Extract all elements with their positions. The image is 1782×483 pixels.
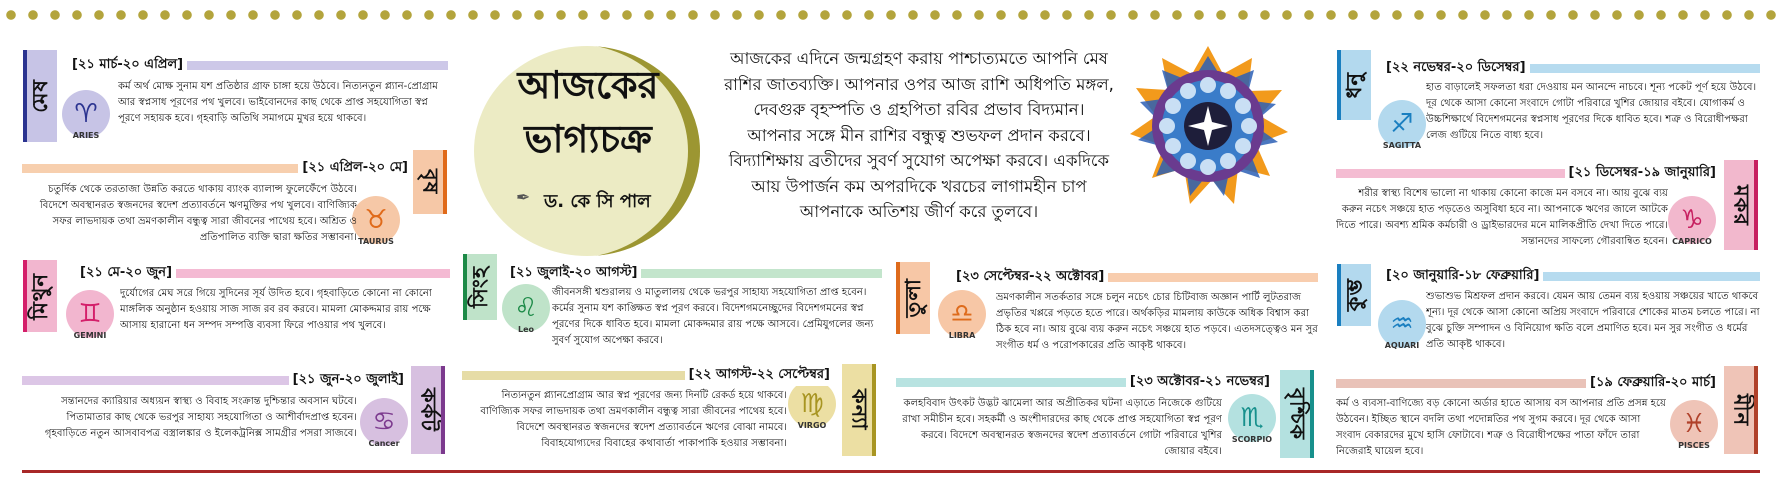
sagittarius-archer-icon: ♐ SAGITTA <box>1378 100 1426 148</box>
author-name: ড. কে সি পাল <box>544 191 651 212</box>
sign-forecast: হাত বাড়ালেই সফলতা ধরা দেওয়ায় মন আনন্দে নাচবে। শূন্য পকেট পূর্ণ হয়ে উঠবে। দূর থেকে আসা কোনো সংবাদে গোটা পরিবারে খুশির জোয়ার বইবে। যোগাকর্ম ও উচ্চশিক্ষার্থে বিদেশগমনের স্বপ্নসাধ পূরণের দিকে ধাবিত হবে। শত্রু ও বিরোধীপক্ষরা লেজ গুটিয়ে নিতে বাধ্য হবে। <box>1426 82 1757 141</box>
virgo-maiden-icon: ♍ VIRGO <box>788 380 836 428</box>
sign-forecast: শরীর স্বাস্থ্য বিশেষ ভালো না থাকায় কোনো কাজে মন বসবে না। আয় বুঝে ব্যয় করুন নচেৎ সঞ্চয়ে হাত পড়তেও অসুবিধা হবে না। আপনাকে ঋণের জালে আটকে দিতে পারে। অবশ্য শ্রমিক কর্মচারী ও ড্রাইভারদের মনে মালিকপ্রীতি দেখা দিতে পারে। সন্তানদের সাফল্যে গৌরবান্বিত হবেন। <box>1336 188 1668 247</box>
sign-dates: [২২ আগস্ট-২২ সেপ্টেম্বর] <box>685 365 834 386</box>
sign-name-tab: সিংহ <box>463 254 497 320</box>
dotted-border <box>0 8 1782 22</box>
sign-tab-stripe <box>896 262 900 334</box>
sign-name-tab: মিথুন <box>23 260 57 332</box>
aries-ram-icon: ♈ ARIES <box>62 90 110 138</box>
date-bar <box>176 269 450 278</box>
sign-dates: [১৯ ফেব্রুয়ারি-২০ মার্চ] <box>1586 373 1720 394</box>
sign-tab-stripe <box>463 254 467 320</box>
sign-tab-stripe <box>1337 264 1341 326</box>
date-bar <box>462 371 685 380</box>
sign-dates: [২২ নভেম্বর-২০ ডিসেম্বর] <box>1382 58 1530 79</box>
intro-paragraph: আজকের এদিনে জন্মগ্রহণ করায় পাশ্চাত্যমতে আপনি মেষ রাশির জাতব্যক্তি। আপনার ওপর আজ রাশি অধিপতি মঙ্গল, দেবগুরু বৃহস্পতি ও গ্রহপিতা রবির প্রভাব বিদ্যমান। আপনার সঙ্গে মীন রাশির বন্ধুত্ব শুভফল প্রদান করবে। বিদ্যাশিক্ষায় ব্রতীদের সুবর্ণ সুযোগ অপেক্ষা করবে। একদিকে আয় উপার্জন কম অপরদিকে খরচের লাগামহীন চাপ আপনাকে অতিশয় জীর্ণ করে তুলবে। <box>724 49 1114 221</box>
sign-dates: [২১ ডিসেম্বর-১৯ জানুয়ারি] <box>1565 163 1720 184</box>
sign-dates: [২৩ সেপ্টেম্বর-২২ অক্টোবর] <box>952 267 1108 288</box>
libra-scales-icon: ♎ LIBRA <box>938 290 986 338</box>
cancer-crab-icon: ♋ Cancer <box>360 398 408 446</box>
sign-name-tab: মেষ <box>23 50 57 142</box>
date-bar <box>22 164 298 173</box>
date-bar <box>22 376 289 385</box>
sign-tab-stripe <box>1310 370 1314 458</box>
taurus-bull-icon: ♉ TAURUS <box>352 196 400 244</box>
sign-forecast: চতুর্দিক থেকে তরতাজা উন্নতি করতে থাকায় ব্যাংক ব্যালান্স ফুলেফেঁপে উঠবে। বিদেশে অবস্থানরত স্বজনদের স্বদেশ প্রত্যাবর্তনে ঋণমুক্তির পথ খুলবে। বাণিজ্যিক সফর লাভদায়ক তথা ভ্রমণকালীন বন্ধুত্ব সারা জীবনের পাথেয় হবে। অশ্রিত ও প্রতিপালিত ব্যক্তি দ্বারা ক্ষতির সম্ভাবনা। <box>39 184 357 243</box>
sign-forecast: শুভাশুভ মিশ্রফল প্রদান করবে। যেমন আয় তেমন ব্যয় হওয়ায় সঞ্চয়ের খাতে থাকবে শূন্য। দূর থেকে আসা কোনো অপ্রিয় সংবাদে পরিবারে শোকের মাতম চলতে পারে। না বুঝে চুক্তি সম্পাদন ও বিনিয়োগ ক্ষতি বলে প্রমাণিত হবে। মন সুর সংগীত ও ধর্মের প্রতি আকৃষ্ট থাকবে। <box>1426 291 1760 350</box>
pen-nib-icon: ✒ <box>516 188 531 208</box>
sign-tab-stripe <box>872 364 876 456</box>
sign-dates: [২১ জুন-২০ জুলাই] <box>289 370 408 391</box>
sign-tab-stripe <box>23 260 27 332</box>
sign-dates: [২১ জুলাই-২০ আগস্ট] <box>506 263 641 284</box>
sign-name-tab: মকর <box>1724 160 1758 250</box>
sign-name-tab: কন্যা <box>842 364 876 456</box>
sign-name-tab: মীন <box>1724 366 1758 454</box>
sign-forecast: নিত্যনতুন প্ল্যানপ্রোগ্রাম আর স্বপ্ন পূরণের জন্য দিনটি রেকর্ড হয়ে থাকবে। বাণিজ্যিক সফর লাভদায়ক তথা ভ্রমণকালীন বন্ধুত্ব সারা জীবনের পাথেয় হবে। বিদেশে অবস্থানরত স্বজনদের স্বদেশ প্রত্যাবর্তনে ঋণের বোঝা নামবে। বিবাহযোগ্যদের বিবাহের কথাবার্তা পাকাপাকি হওয়ার সম্ভাবনা। <box>480 390 787 449</box>
sign-tab-stripe <box>443 150 447 214</box>
sign-dates: [২৩ অক্টোবর-২১ নভেম্বর] <box>1126 372 1274 393</box>
sign-forecast: ভ্রমণকালীন সতর্কতার সঙ্গে চলুন নচেৎ চোর চিটিবাজ অজ্ঞান পার্টি লুটতরাজ প্রভৃতির খপ্পরে পড়তে হতে পারে। অর্থকড়ির মামলায় কাউকে অধিক বিশ্বাস করা ঠিক হবে না। আয় বুঝে ব্যয় করুন নচেৎ সঞ্চয়ে হাত পড়বে। এতদসত্ত্বেও মন সুর সংগীত ধর্ম ও পরোপকারের প্রতি আকৃষ্ট থাকবে। <box>996 292 1318 351</box>
leo-lion-icon: ♌ Leo <box>502 284 550 332</box>
sign-forecast: দুর্যোগের মেঘ সরে গিয়ে সুদিনের সূর্য উদিত হবে। গৃহবাড়িতে কোনো না কোনো মাঙ্গলিক অনুষ্ঠান হওয়ায় সাজ সাজ রব রব করবে। মামলা মোকদ্দমার রায় পক্ষে আসায় হারানো ধন সম্পদ সম্পত্তি ব্যবসা ফিরে পাওয়ার পথ খুলবে। <box>120 288 432 331</box>
date-bar <box>1336 379 1586 388</box>
date-bar <box>1108 273 1318 282</box>
sign-tab-stripe <box>1754 366 1758 454</box>
capricorn-goat-icon: ♑ CAPRICO <box>1668 196 1716 244</box>
sign-tab-stripe <box>1337 50 1341 120</box>
sign-tab-stripe <box>23 50 27 142</box>
sign-forecast: কর্ম ও ব্যবসা-বাণিজ্যে বড় কোনো অর্ডার হাতে আসায় বস আপনার প্রতি প্রসন্ন হয়ে উঠবেন। ইচ্ছিত স্থানে বদলি তথা পদোন্নতির পথ সুগম করবে। দূর থেকে আসা সংবাদ বেকারদের মুখে হাসি ফোটাবে। শত্রু ও বিরোধীপক্ষের পাতা ফাঁদে তারা নিজেরাই ঘায়েল হবে। <box>1336 398 1666 457</box>
scorpio-scorpion-icon: ♏ SCORPIO <box>1228 394 1276 442</box>
date-bar <box>1336 169 1565 178</box>
sign-tab-stripe <box>1754 160 1758 250</box>
sign-name-tab: কুম্ভ <box>1337 264 1371 326</box>
aquarius-water-bearer-icon: ♒ AQUARI <box>1378 300 1426 348</box>
sign-dates: [২০ জানুয়ারি-১৮ ফেব্রুয়ারি] <box>1382 266 1543 287</box>
page-title: আজকের ভাগ্যচক্র <box>517 63 659 161</box>
date-bar <box>187 61 448 70</box>
sign-name-tab: কর্কট <box>411 366 445 454</box>
sign-dates: [২১ এপ্রিল-২০ মে] <box>298 158 412 179</box>
date-bar <box>641 269 882 278</box>
zodiac-wheel-icon <box>1128 46 1288 206</box>
date-bar <box>896 378 1126 387</box>
sign-name-tab: বৃশ্চিক <box>1280 370 1314 458</box>
date-bar <box>1530 64 1760 73</box>
sign-name-tab: তুলা <box>896 262 930 334</box>
bottom-rule <box>22 470 1760 473</box>
date-bar <box>1543 272 1760 281</box>
gemini-twins-icon: ♊ GEMINI <box>66 290 114 338</box>
sign-forecast: কলহবিবাদ উৎকট উদ্ভট ঝামেলা আর অপ্রীতিকর ঘটনা এড়াতে নিজেকে গুটিয়ে রাখা সমীচীন হবে। সহকর্মী ও অংশীদারদের কাছ থেকে প্রাপ্ত সহযোগিতা স্বপ্ন পূরণ করবে। বিদেশে অবস্থানরত স্বজনদের স্বদেশ প্রত্যাবর্তনে গোটা পরিবারে খুশির জোয়ার বইবে। <box>902 398 1222 457</box>
sign-forecast: কর্ম অর্থ মোক্ষ সুনাম যশ প্রতিষ্ঠার গ্রাফ চাঙ্গা হয়ে উঠবে। নিত্যনতুন প্ল্যান-প্রোগ্রাম আর স্বপ্নসাধ পূরণের পথ খুলবে। ভাইবোনদের কাছ থেকে প্রাপ্ত সহযোগিতা স্বপ্ন পূরণে সহায়ক হবে। গৃহবাড়ি অতিথি সমাগমে মুখর হয়ে থাকবে। <box>118 81 438 124</box>
sign-dates: [২১ মে-২০ জুন] <box>76 263 176 284</box>
sign-name-tab: ধনু <box>1337 50 1371 120</box>
sign-name-tab: বৃষ <box>413 150 447 214</box>
sign-dates: [২১ মার্চ-২০ এপ্রিল] <box>68 55 187 76</box>
pisces-fish-icon: ♓ PISCES <box>1670 400 1718 448</box>
sign-tab-stripe <box>441 366 445 454</box>
sign-forecast: জীবনসঙ্গী শ্বশুরালয় ও মাতুলালয় থেকে ভরপুর সাহায্য সহযোগিতা প্রাপ্ত হবেন। কর্মের সুনাম যশ কাঙ্ক্ষিত স্বপ্ন পূরণ করবে। বিদেশগমনেচ্ছুদের বিদেশগমনের স্বপ্ন পূরণের দিকে ধাবিত হবে। মামলা মোকদ্দমার রায় পক্ষে আসবে। প্রেমিযুগলের জন্য সুবর্ণ সুযোগ অপেক্ষা করবে। <box>552 287 874 346</box>
sign-forecast: সন্তানদের ক্যারিয়ার অধ্যয়ন স্বাস্থ্য ও বিবাহ সংক্রান্ত দুশ্চিন্তার অবসান ঘটবে। পিতামাতার কাছ থেকে ভরপুর সাহায্য সহযোগিতা ও আশীর্বাদপ্রাপ্ত হবেন। গৃহবাড়িতে নতুন আসবাবপত্র বস্ত্রালঙ্কার ও ইলেকট্রনিক্স সামগ্রীর পসরা সাজবে। <box>44 396 357 439</box>
